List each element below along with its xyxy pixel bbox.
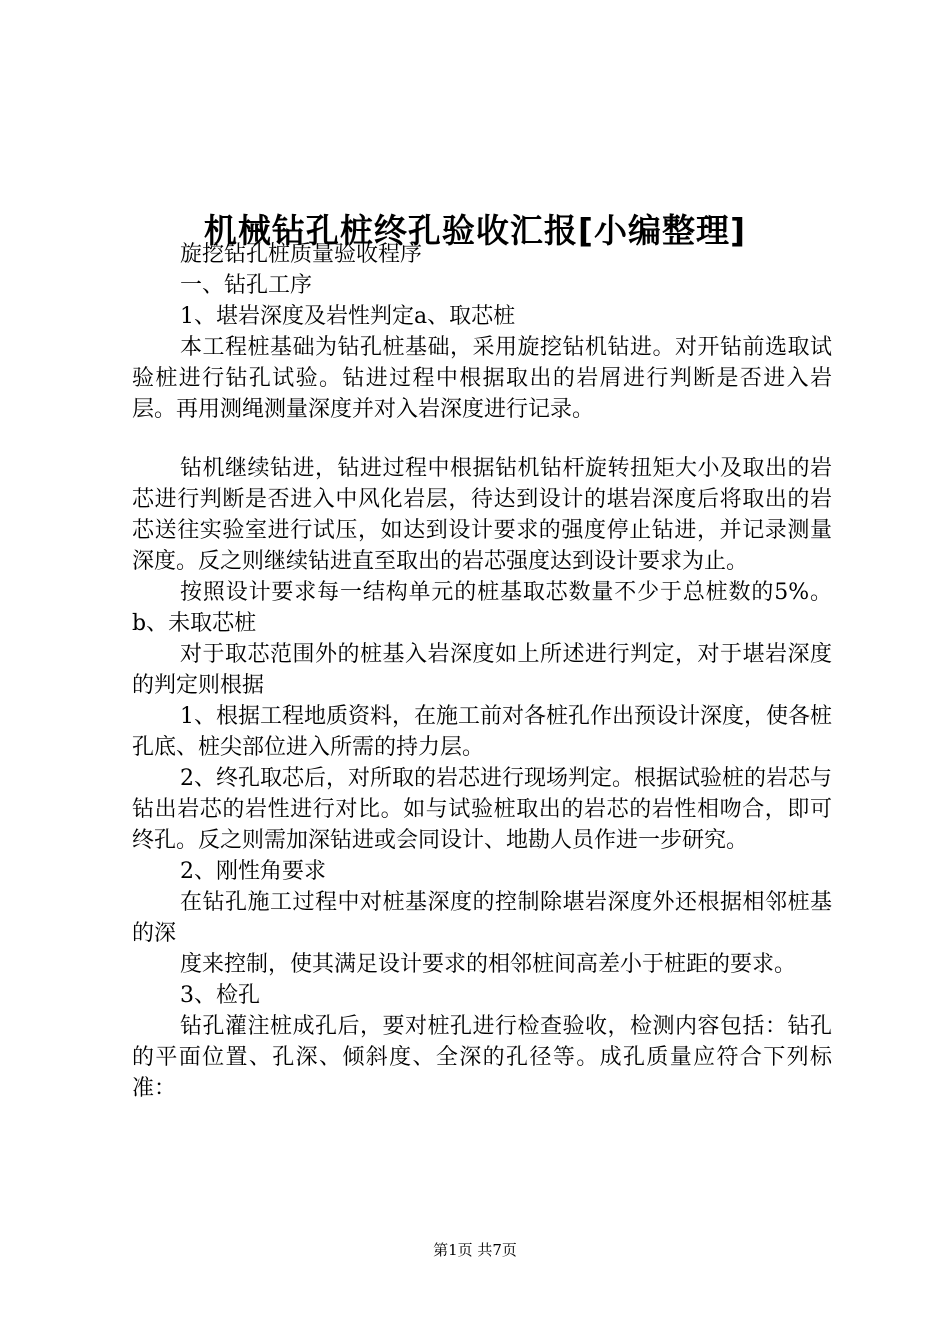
subsection-heading: 3、检孔 [180,983,260,1008]
paragraph: 钻机继续钻进，钻进过程中根据钻机钻杆旋转扭矩大小及取出的岩芯进行判断是否进入中风化岩层，待达到设计的堪岩深度后将取出的岩芯送往实验室进行试压，如达到设计要求的强度停止钻进，并记录测量深度。反之则继续钻进直至取出的岩芯强度达到设计要求为止。 [132,456,832,574]
paragraph-spacer [132,425,832,453]
document-body [132,239,832,1104]
paragraph: 在钻孔施工过程中对桩基深度的控制除堪岩深度外还根据相邻桩基的深 [132,890,832,946]
document-title: 机械钻孔桩终孔验收汇报[小编整理] [203,211,747,251]
paragraph: 1、根据工程地质资料，在施工前对各桩孔作出预设计深度，使各桩孔底、桩尖部位进入所需的持力层。 [132,704,832,760]
paragraph: 对于取芯范围外的桩基入岩深度如上所述进行判定，对于堪岩深度的判定则根据 [132,642,832,698]
paragraph: 按照设计要求每一结构单元的桩基取芯数量不少于总桩数的5%。b、未取芯桩 [132,580,832,636]
page-number-footer: 第1页 共7页 [433,1241,517,1259]
subsection-heading: 2、刚性角要求 [180,859,326,884]
paragraph: 旋挖钻孔桩质量验收程序 [180,242,423,267]
section-heading: 一、钻孔工序 [180,273,313,298]
paragraph: 钻孔灌注桩成孔后，要对桩孔进行检查验收，检测内容包括：钻孔的平面位置、孔深、倾斜度、全深的孔径等。成孔质量应符合下列标准： [132,1014,832,1101]
paragraph: 本工程桩基础为钻孔桩基础，采用旋挖钻机钻进。对开钻前选取试验桩进行钻孔试验。钻进过程中根据取出的岩屑进行判断是否进入岩层。再用测绳测量深度并对入岩深度进行记录。 [132,335,832,422]
paragraph: 度来控制，使其满足设计要求的相邻桩间高差小于桩距的要求。 [180,952,797,977]
paragraph: 2、终孔取芯后，对所取的岩芯进行现场判定。根据试验桩的岩芯与钻出岩芯的岩性进行对比。如与试验桩取出的岩芯的岩性相吻合，即可终孔。反之则需加深钻进或会同设计、地勘人员作进一步研究。 [132,766,832,853]
subsection-heading: 1、堪岩深度及岩性判定a、取芯桩 [180,304,516,329]
